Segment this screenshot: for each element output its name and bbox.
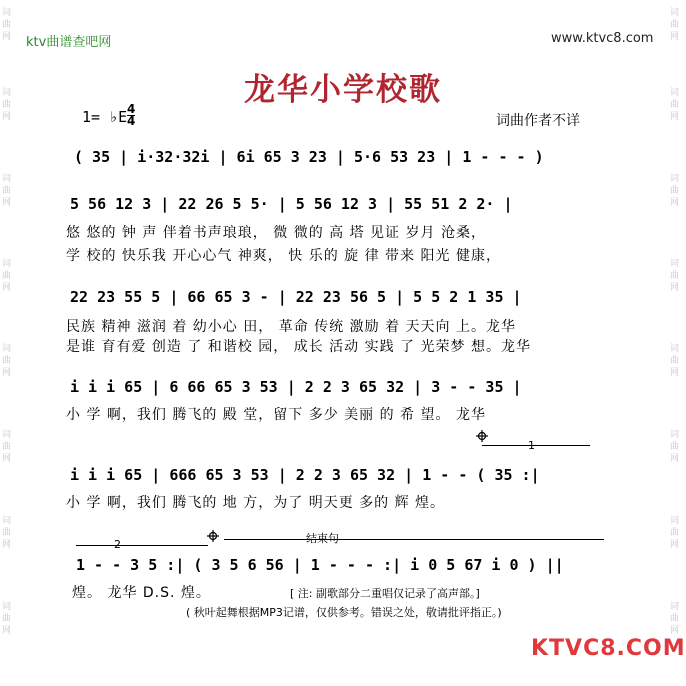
lyrics-row-3-verse-2: 是谁 育有爱 创造 了 和谐校 园， 成长 活动 实践 了 光荣梦 想。龙华 (66, 339, 531, 355)
credit: 词曲作者不详 (496, 113, 580, 129)
watermark-char: 曲 (2, 442, 12, 452)
watermark-char: 网 (670, 283, 680, 293)
watermark-char: 词 (670, 88, 680, 98)
score-note: [ 注: 副歌部分二重唱仅记录了高声部。] (290, 587, 480, 600)
watermark-char: 网 (670, 112, 680, 122)
watermark-char: 词 (2, 516, 12, 526)
time-signature (127, 104, 135, 127)
ending-bracket (224, 539, 604, 540)
lyrics-row-2-verse-1: 悠 悠的 钟 声 伴着书声琅琅， 微 微的 高 塔 见证 岁月 沧桑， (66, 225, 486, 241)
watermark-char: 曲 (2, 20, 12, 30)
watermark-char: 网 (2, 626, 12, 636)
watermark-char: 词 (2, 344, 12, 354)
watermark-char: 词 (2, 602, 12, 612)
watermark-char: 网 (2, 32, 12, 42)
ending-label: 结束句 (306, 532, 339, 545)
score-row-3-notes: 22 23 55 5 | 66 65 3 - | 22 23 56 5 | 5 5 2 1 35 | (70, 288, 522, 306)
watermark-char: 网 (2, 540, 12, 550)
watermark-char: 曲 (670, 528, 680, 538)
coda-sign-icon (476, 430, 488, 442)
lyrics-row-4: 小 学 啊，我们 腾飞的 殿 堂，留下 多少 美丽 的 希 望。 龙华 (66, 407, 486, 423)
watermark-char: 网 (670, 368, 680, 378)
watermark-char: 词 (670, 8, 680, 18)
volta-2-bracket (76, 545, 208, 546)
watermark-char: 曲 (670, 100, 680, 110)
watermark-char: 曲 (2, 356, 12, 366)
score-row-6-notes: 1 - - 3 5 :| ( 3 5 6 56 | 1 - - - :| i 0 5 67 i 0 ) || (76, 556, 564, 574)
watermark-char: 词 (670, 174, 680, 184)
site-url[interactable]: www.ktvc8.com (551, 31, 654, 46)
watermark-char: 曲 (2, 271, 12, 281)
watermark-char: 曲 (2, 100, 12, 110)
lyrics-row-3-verse-1: 民族 精神 滋润 着 幼小心 田， 革命 传统 激励 着 天天向 上。龙华 (66, 319, 516, 335)
watermark-char: 曲 (670, 614, 680, 624)
watermark-char: 网 (670, 626, 680, 636)
lyrics-row-5: 小 学 啊，我们 腾飞的 地 方，为了 明天更 多的 辉 煌。 (66, 495, 446, 511)
watermark-char: 网 (670, 32, 680, 42)
watermark-char: 曲 (670, 186, 680, 196)
score-row-5-notes: i i i 65 | 666 65 3 53 | 2 2 3 65 32 | 1 - - ( 35 :| (70, 466, 540, 484)
footer-note: ( 秋叶起舞根据MP3记谱，仅供参考。错误之处，敬请批评指正。) (186, 606, 502, 619)
score-row-4-notes: i i i 65 | 6 66 65 3 53 | 2 2 3 65 32 | 3 - - 35 | (70, 378, 522, 396)
watermark-char: 词 (670, 259, 680, 269)
lyrics-row-6: 煌。 龙华 D.S. 煌。 (72, 585, 211, 601)
page-title: 龙华小学校歌 (244, 72, 442, 108)
volta-2-number: 2 (114, 538, 121, 551)
lyrics-row-2-verse-2: 学 校的 快乐我 开心心气 神爽， 快 乐的 旋 律 带来 阳光 健康， (66, 248, 501, 264)
watermark-char: 词 (670, 516, 680, 526)
watermark-char: 词 (670, 602, 680, 612)
watermark-char: 词 (670, 344, 680, 354)
watermark-char: 网 (2, 368, 12, 378)
score-row-1-notes: ( 35 | i·32·32i | 6i 65 3 23 | 5·6 53 23 | 1 - - - ) (74, 148, 544, 166)
watermark-char: 网 (670, 540, 680, 550)
watermark-char: 词 (670, 430, 680, 440)
watermark-char: 曲 (670, 20, 680, 30)
score-row-2-notes: 5 56 12 3 | 22 26 5 5· | 5 56 12 3 | 55 51 2 2· | (70, 195, 513, 213)
watermark-char: 网 (670, 454, 680, 464)
watermark-char: 网 (2, 112, 12, 122)
meter-top: 4 (127, 102, 136, 116)
volta-1-number: 1 (528, 439, 535, 452)
watermark-char: 网 (670, 198, 680, 208)
watermark-char: 词 (2, 174, 12, 184)
watermark-char: 词 (2, 259, 12, 269)
watermark-char: 曲 (2, 614, 12, 624)
watermark-char: 曲 (670, 356, 680, 366)
volta-1-bracket (482, 445, 590, 446)
key-signature: 1= ♭E (82, 108, 128, 126)
site-name: ktv曲谱查吧网 (26, 35, 112, 50)
watermark-char: 曲 (2, 186, 12, 196)
ktvc8-logo: KTVC8.COM (531, 636, 686, 661)
watermark-char: 网 (2, 454, 12, 464)
watermark-char: 网 (2, 283, 12, 293)
watermark-char: 网 (2, 198, 12, 208)
watermark-char: 曲 (670, 271, 680, 281)
watermark-char: 曲 (670, 442, 680, 452)
watermark-char: 曲 (2, 528, 12, 538)
coda-sign-icon (207, 530, 219, 542)
watermark-char: 词 (2, 430, 12, 440)
watermark-char: 词 (2, 8, 12, 18)
watermark-char: 词 (2, 88, 12, 98)
meter-bottom: 4 (127, 114, 136, 128)
